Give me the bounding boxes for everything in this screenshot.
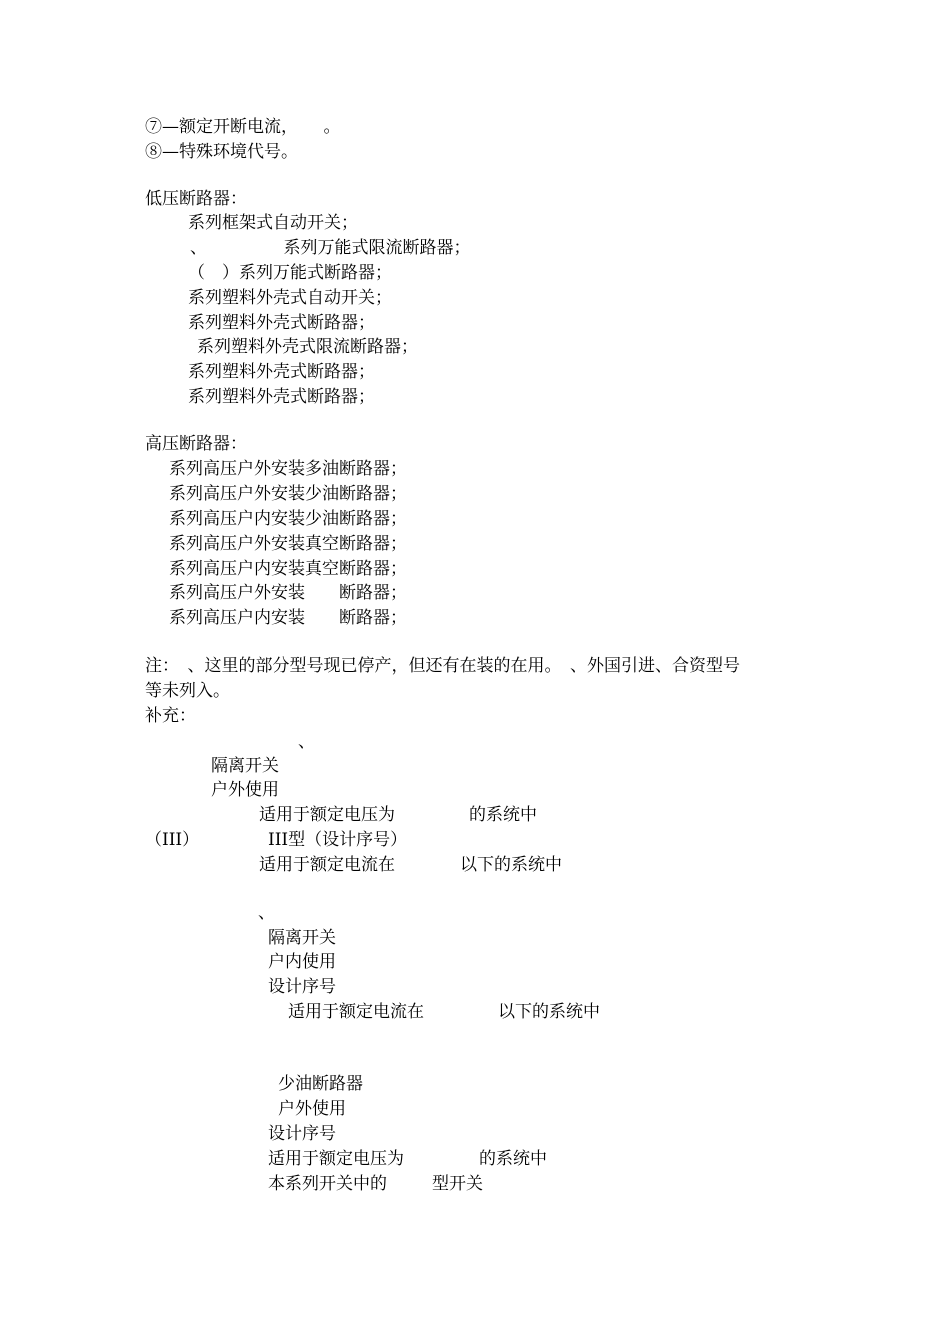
block2-mark: 、 bbox=[258, 903, 275, 923]
block3-design: 设计序号 bbox=[268, 1124, 336, 1144]
block2-design: 设计序号 bbox=[268, 977, 336, 997]
block2-indoor: 户内使用 bbox=[268, 952, 336, 972]
supplement-heading: 补充： bbox=[145, 706, 196, 726]
hv-item: 系列高压户外安装多油断路器； bbox=[169, 459, 407, 479]
block1-roman: （III） bbox=[145, 830, 200, 850]
hv-item: 系列高压户内安装少油断路器； bbox=[169, 509, 407, 529]
hv-heading: 高压断路器： bbox=[145, 434, 247, 454]
block1-type-iii: III型（设计序号） bbox=[268, 830, 408, 850]
lv-item: 系列塑料外壳式限流断路器； bbox=[197, 337, 418, 357]
block1-voltage-b: 的系统中 bbox=[469, 805, 537, 825]
hv-item: 系列高压户内安装真空断路器； bbox=[169, 559, 407, 579]
block3-voltage-b: 的系统中 bbox=[479, 1149, 547, 1169]
lv-item: 、 系列万能式限流断路器； bbox=[190, 238, 471, 258]
block1-isolator: 隔离开关 bbox=[211, 756, 279, 776]
lv-item: 系列塑料外壳式断路器； bbox=[188, 362, 375, 382]
block3-series-b: 型开关 bbox=[432, 1174, 483, 1194]
note-line-1: 注： 、这里的部分型号现已停产，但还有在装的在用。 、外国引进、合资型号 bbox=[145, 656, 740, 676]
block2-current-a: 适用于额定电流在 bbox=[288, 1002, 424, 1022]
lv-item: 系列框架式自动开关； bbox=[188, 213, 358, 233]
block2-isolator: 隔离开关 bbox=[268, 928, 336, 948]
legend-line-7: ⑦—额定开断电流， 。 bbox=[145, 117, 341, 137]
note-line-2: 等未列入。 bbox=[145, 681, 230, 701]
block1-current-b: 以下的系统中 bbox=[460, 855, 562, 875]
legend-line-8: ⑧—特殊环境代号。 bbox=[145, 142, 298, 162]
block1-voltage-a: 适用于额定电压为 bbox=[259, 805, 395, 825]
lv-heading: 低压断路器： bbox=[145, 189, 247, 209]
block3-series-a: 本系列开关中的 bbox=[268, 1174, 387, 1194]
block3-breaker: 少油断路器 bbox=[278, 1074, 363, 1094]
lv-item: （ ）系列万能式断路器； bbox=[188, 263, 392, 283]
hv-item: 系列高压户外安装真空断路器； bbox=[169, 534, 407, 554]
block1-outdoor: 户外使用 bbox=[211, 780, 279, 800]
lv-item: 系列塑料外壳式自动开关； bbox=[188, 288, 392, 308]
lv-item: 系列塑料外壳式断路器； bbox=[188, 387, 375, 407]
block3-voltage-a: 适用于额定电压为 bbox=[268, 1149, 404, 1169]
block2-current-b: 以下的系统中 bbox=[498, 1002, 600, 1022]
block1-mark: 、 bbox=[298, 732, 315, 752]
block1-current-a: 适用于额定电流在 bbox=[259, 855, 395, 875]
block3-outdoor: 户外使用 bbox=[278, 1099, 346, 1119]
lv-item: 系列塑料外壳式断路器； bbox=[188, 313, 375, 333]
hv-item: 系列高压户外安装少油断路器； bbox=[169, 484, 407, 504]
hv-item: 系列高压户内安装 断路器； bbox=[169, 608, 407, 628]
hv-item: 系列高压户外安装 断路器； bbox=[169, 583, 407, 603]
